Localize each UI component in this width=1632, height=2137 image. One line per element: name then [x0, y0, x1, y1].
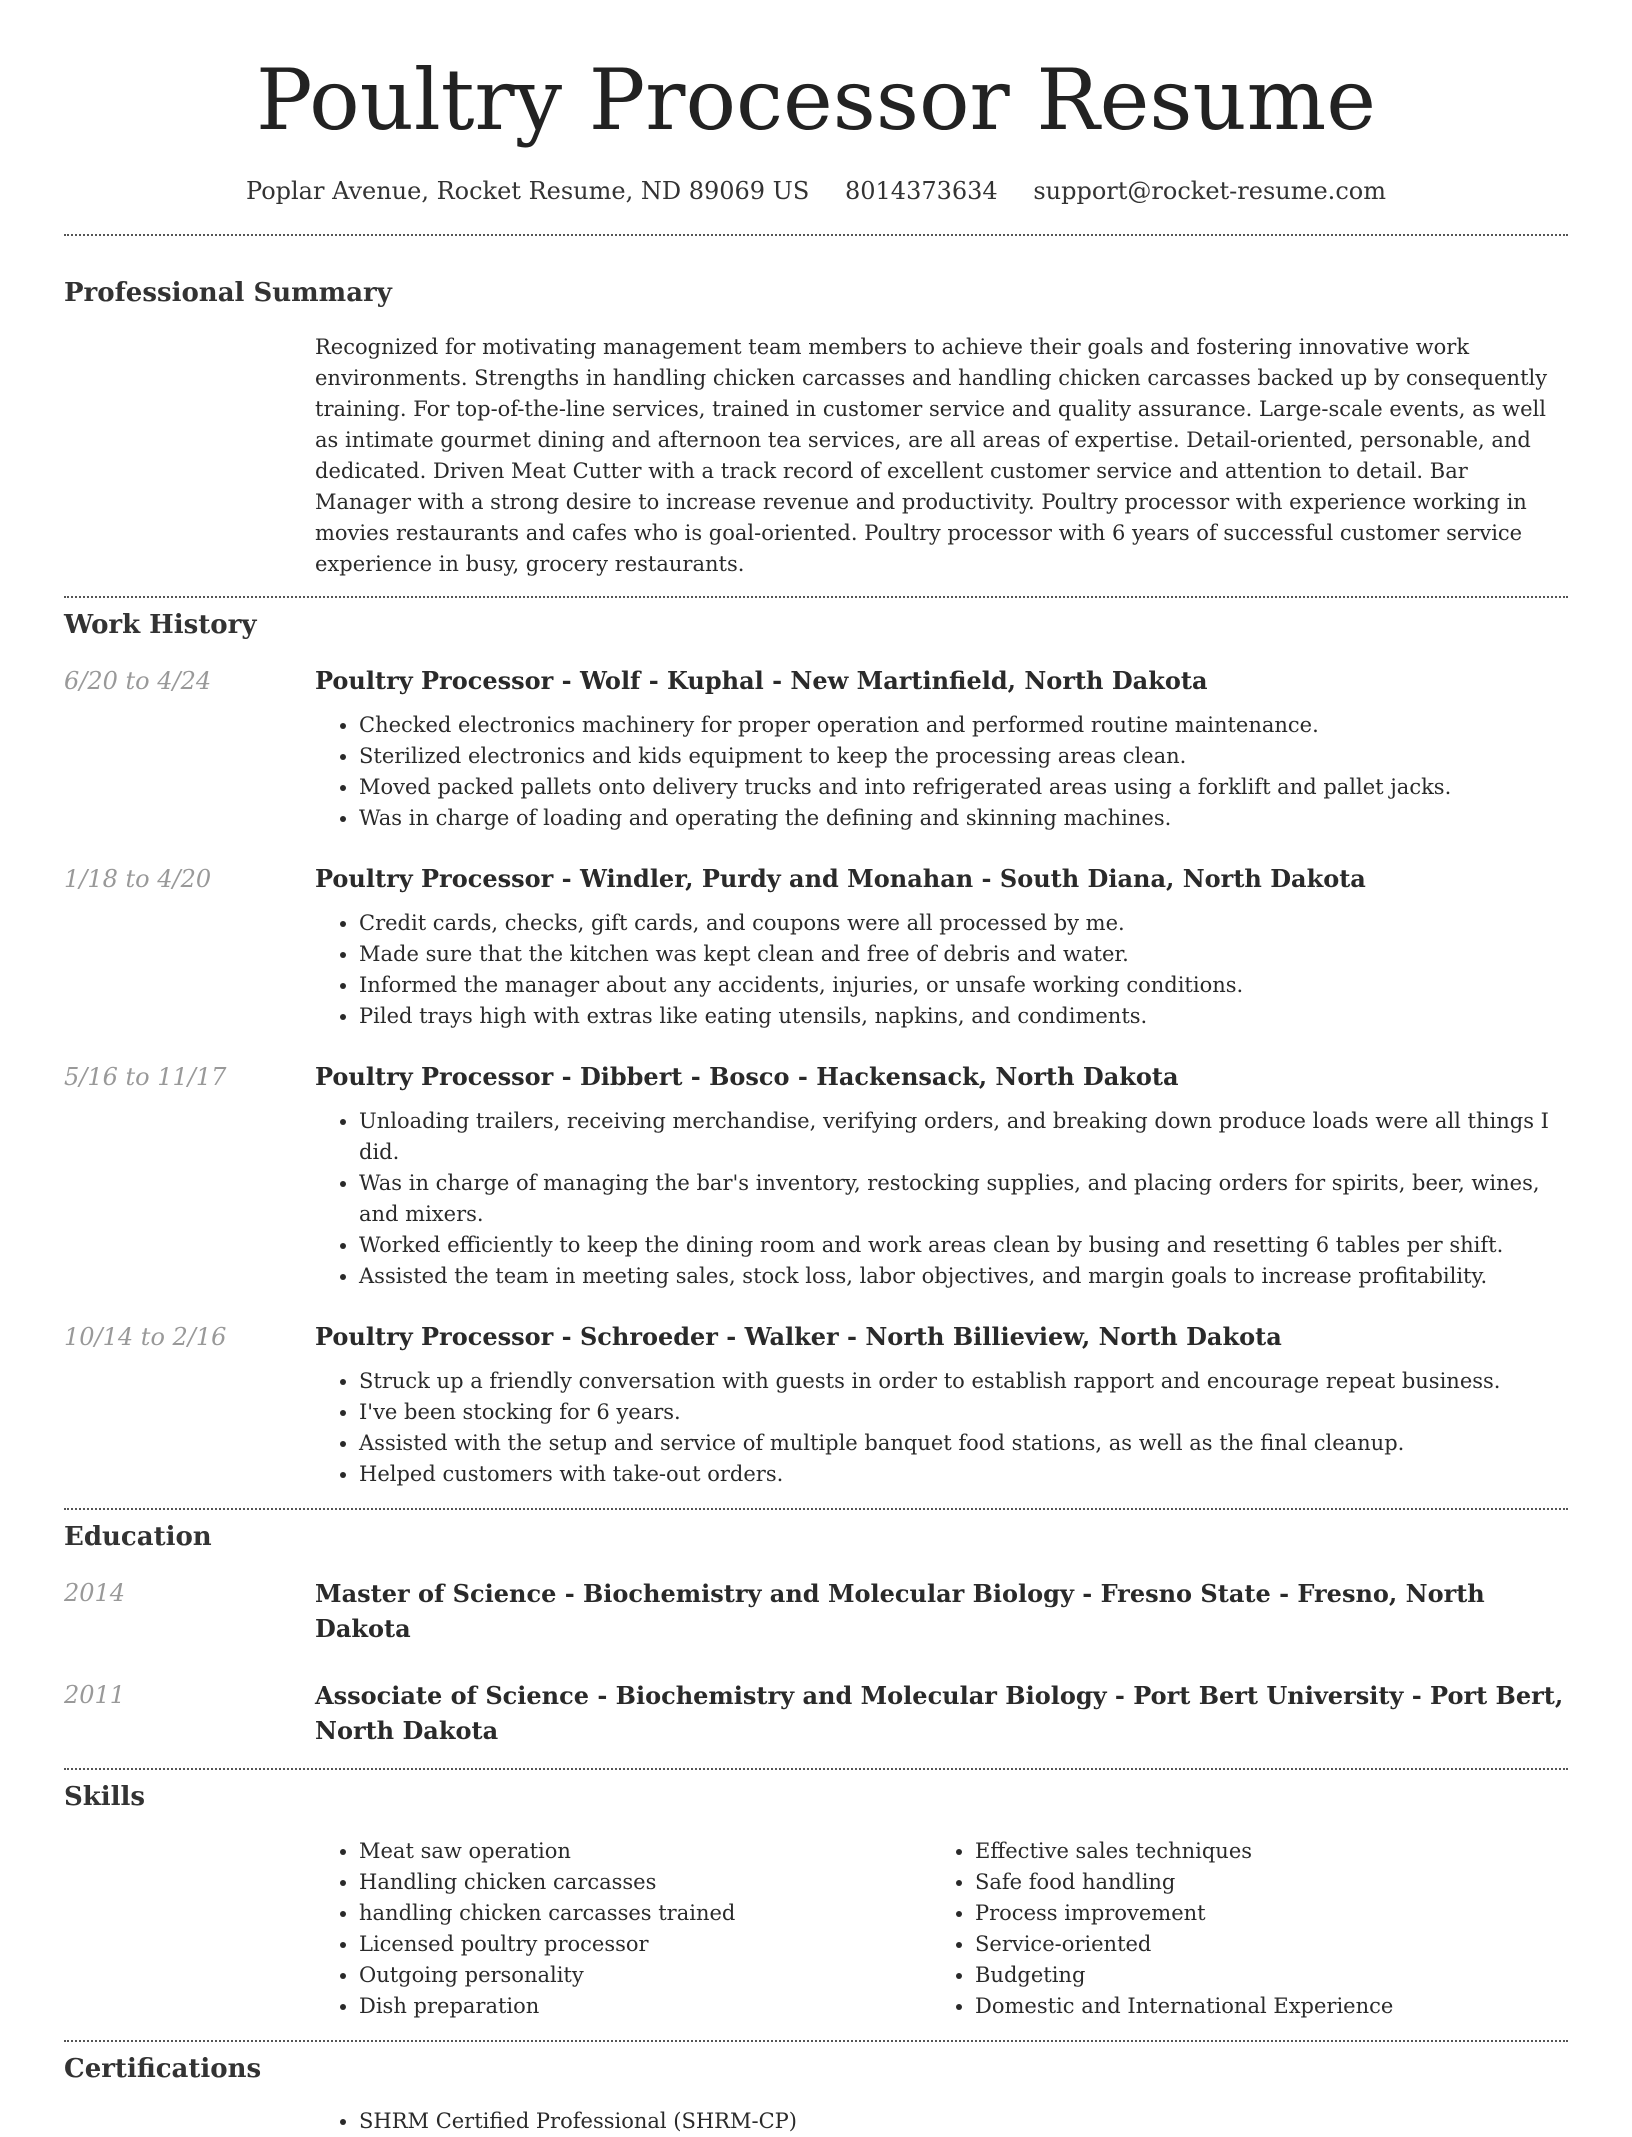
job-bullet: • Piled trays high with extras like eating utensils, napkins, and condiments. — [359, 1001, 1568, 1032]
job-bullet: • Was in charge of managing the bar's inventory, restocking supplies, and placing orders for spirits, beer, wines, and mixers. — [359, 1168, 1568, 1230]
job-bullet: • Struck up a friendly conversation with guests in order to establish rapport and encourage repeat business. — [359, 1366, 1568, 1397]
job-dates: 6/20 to 4/24 — [64, 667, 212, 695]
education-title: Associate of Science - Biochemistry and Molecular Biology - Port Bert University - Port Bert, North Dakota — [315, 1681, 1564, 1745]
job-bullet: • Assisted the team in meeting sales, stock loss, labor objectives, and margin goals to increase profitability. — [359, 1261, 1568, 1292]
contact-phone: 8014373634 — [845, 177, 998, 205]
education-title: Master of Science - Biochemistry and Molecular Biology - Fresno State - Fresno, North Dakota — [315, 1579, 1485, 1643]
summary-heading: Professional Summary — [64, 278, 392, 308]
contact-address: Poplar Avenue, Rocket Resume, ND 89069 US — [246, 177, 810, 205]
job-entry — [64, 1320, 1568, 1490]
education-entry — [64, 1678, 1568, 1748]
job-bullets — [315, 1106, 1568, 1292]
skill-item: • Process improvement — [975, 1898, 1547, 1929]
job-bullets — [315, 908, 1568, 1032]
job-bullet: • Helped customers with take-out orders. — [359, 1459, 1568, 1490]
resume-title: Poultry Processor Resume — [256, 51, 1376, 149]
job-entry — [64, 862, 1568, 1032]
skill-item: • Dish preparation — [359, 1991, 931, 2022]
education-entry — [64, 1576, 1568, 1646]
skill-item: • Domestic and International Experience — [975, 1991, 1547, 2022]
job-dates: 10/14 to 2/16 — [64, 1323, 227, 1351]
education-year: 2014 — [64, 1579, 126, 1607]
job-bullet: • Informed the manager about any accidents, injuries, or unsafe working conditions. — [359, 970, 1568, 1001]
skill-item: • Licensed poultry processor — [359, 1929, 931, 1960]
skill-item: • handling chicken carcasses trained — [359, 1898, 931, 1929]
skills-section — [64, 1780, 1568, 2022]
job-bullet: • Checked electronics machinery for proper operation and performed routine maintenance. — [359, 710, 1568, 741]
certifications-list — [315, 2106, 1568, 2137]
job-entry — [64, 664, 1568, 834]
job-dates: 5/16 to 11/17 — [64, 1063, 227, 1091]
skills-heading: Skills — [64, 1782, 146, 1812]
divider — [64, 1508, 1568, 1510]
divider — [64, 1768, 1568, 1770]
contact-line — [64, 174, 1568, 208]
job-bullet: • Credit cards, checks, gift cards, and coupons were all processed by me. — [359, 908, 1568, 939]
education-section — [64, 1520, 1568, 1748]
job-title: Poultry Processor - Wolf - Kuphal - New Martinfield, North Dakota — [315, 666, 1208, 695]
skill-item: • Effective sales techniques — [975, 1836, 1547, 1867]
skill-item: • Service-oriented — [975, 1929, 1547, 1960]
job-title: Poultry Processor - Windler, Purdy and Monahan - South Diana, North Dakota — [315, 864, 1366, 893]
resume-page — [64, 0, 1568, 2137]
skill-item: • Safe food handling — [975, 1867, 1547, 1898]
skills-list-left — [315, 1836, 931, 2022]
job-bullet: • Made sure that the kitchen was kept clean and free of debris and water. — [359, 939, 1568, 970]
job-bullets — [315, 1366, 1568, 1490]
job-bullet: • I've been stocking for 6 years. — [359, 1397, 1568, 1428]
job-title: Poultry Processor - Schroeder - Walker - North Billieview, North Dakota — [315, 1322, 1282, 1351]
job-bullet: • Assisted with the setup and service of multiple banquet food stations, as well as the final cleanup. — [359, 1428, 1568, 1459]
skill-item: • Budgeting — [975, 1960, 1547, 1991]
job-bullet: • Worked efficiently to keep the dining room and work areas clean by busing and resetting 6 tables per shift. — [359, 1230, 1568, 1261]
job-bullets — [315, 710, 1568, 834]
job-entry — [64, 1060, 1568, 1292]
job-dates: 1/18 to 4/20 — [64, 865, 212, 893]
job-bullet: • Sterilized electronics and kids equipment to keep the processing areas clean. — [359, 741, 1568, 772]
skill-item: • Handling chicken carcasses — [359, 1867, 931, 1898]
work-history-heading: Work History — [64, 610, 257, 640]
contact-email: support@rocket-resume.com — [1033, 177, 1386, 205]
summary-section — [64, 276, 1568, 580]
job-bullet: • Was in charge of loading and operating the defining and skinning machines. — [359, 803, 1568, 834]
summary-text: Recognized for motivating management team members to achieve their goals and fostering innovative work environments. Strengths in handling chicken carcasses and handling chicken carcasses backed up by consequently training. For top-of-the-line services, trained in customer service and quality assurance. Large-scale events, as well as intimate gourmet dining and afternoon tea services, are all areas of expertise. Detail-oriented, personable, and dedicated. Driven Meat Cutter with a track record of excellent customer service and attention to detail. Bar Manager with a strong desire to increase revenue and productivity. Poultry processor with experience working in movies restaurants and cafes who is goal-oriented. Poultry processor with 6 years of successful customer service experience in busy, grocery restaurants. — [315, 335, 1548, 576]
divider — [64, 596, 1568, 598]
education-year: 2011 — [64, 1681, 126, 1709]
certification-item: • SHRM Certified Professional (SHRM-CP) — [359, 2106, 1568, 2137]
work-history-section — [64, 608, 1568, 1490]
certifications-section — [64, 2052, 1568, 2137]
job-bullet: • Unloading trailers, receiving merchandise, verifying orders, and breaking down produce loads were all things I did. — [359, 1106, 1568, 1168]
education-heading: Education — [64, 1522, 212, 1552]
skill-item: • Outgoing personality — [359, 1960, 931, 1991]
divider — [64, 234, 1568, 236]
divider — [64, 2040, 1568, 2042]
job-title: Poultry Processor - Dibbert - Bosco - Hackensack, North Dakota — [315, 1062, 1179, 1091]
skills-list-right — [931, 1836, 1547, 2022]
certifications-heading: Certifications — [64, 2054, 262, 2084]
skill-item: • Meat saw operation — [359, 1836, 931, 1867]
job-bullet: • Moved packed pallets onto delivery trucks and into refrigerated areas using a forklift and pallet jacks. — [359, 772, 1568, 803]
